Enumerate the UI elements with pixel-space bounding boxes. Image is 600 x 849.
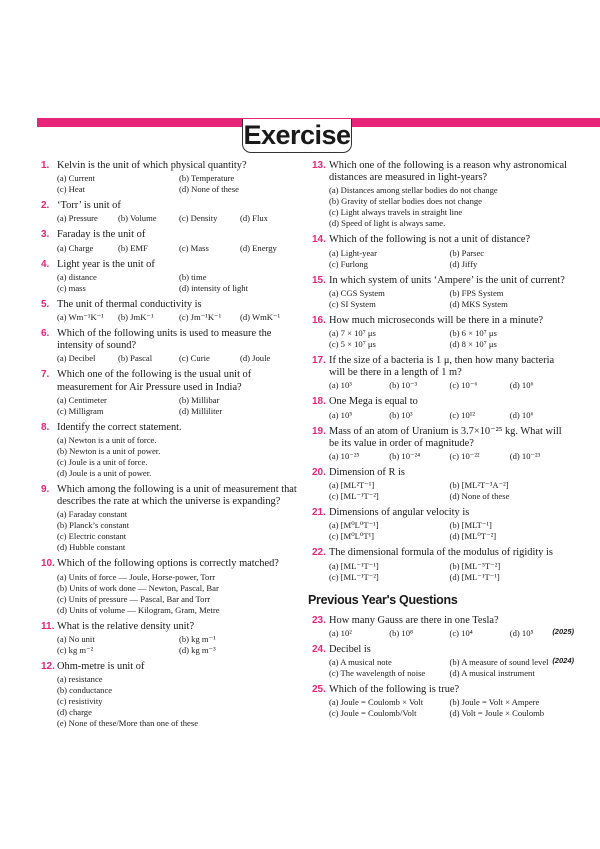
answer-option: (a) Faraday constant xyxy=(57,509,128,520)
answer-option: (a) Decibel xyxy=(57,353,96,364)
question-number: 5. xyxy=(41,298,50,310)
question-item xyxy=(41,484,301,553)
right-column xyxy=(308,160,574,724)
answer-option: (c) Density xyxy=(179,213,218,224)
question-item xyxy=(312,234,570,269)
answer-option: (c) Electric constant xyxy=(57,531,127,542)
answer-option: (b) Units of work done — Newton, Pascal, Bar xyxy=(57,582,219,593)
question-text: Light year is the unit of xyxy=(57,258,155,270)
exam-year-badge: (2025) xyxy=(552,626,574,636)
page-title: Exercise xyxy=(242,119,352,153)
question-text: How much microseconds will be there in a minute? xyxy=(329,314,544,326)
answer-option: (c) [ML⁻¹T⁻²] xyxy=(329,571,379,582)
question-text: Ohm-metre is unit of xyxy=(57,660,145,672)
answer-option: (a) Light-year xyxy=(329,247,377,258)
answer-option: (b) 6 × 10⁷ μs xyxy=(449,328,497,339)
answer-option: (c) Mass xyxy=(179,242,209,253)
question-item xyxy=(41,160,301,195)
question-item xyxy=(312,315,570,350)
options-list xyxy=(57,435,301,479)
question-text: The unit of thermal conductivity is xyxy=(57,298,202,310)
question-text: Which of the following is not a unit of distance? xyxy=(329,234,531,246)
options-list xyxy=(57,272,301,294)
question-item xyxy=(312,275,570,310)
question-item xyxy=(41,328,301,364)
answer-option: (a) Pressure xyxy=(57,213,98,224)
question-text: Which of the following units is used to measure the intensity of sound? xyxy=(57,328,272,352)
answer-option: (c) 10¹² xyxy=(449,409,475,420)
question-text: Which one of the following is the usual unit of measurement for Air Pressure used in India? xyxy=(57,369,252,393)
answer-option: (d) None of these xyxy=(449,491,510,502)
answer-option: (d) Joule is a unit of power. xyxy=(57,468,152,479)
answer-option: (b) [MLT⁻¹] xyxy=(449,520,492,531)
answer-option: (d) 10⁶ xyxy=(509,409,534,420)
question-item xyxy=(312,160,570,229)
question-number: 20. xyxy=(312,467,326,479)
question-number: 13. xyxy=(312,160,326,171)
exam-year-badge: (2024) xyxy=(552,655,574,665)
answer-option: (a) Distances among stellar bodies do not change xyxy=(329,185,498,196)
question-number: 9. xyxy=(41,484,50,496)
options-list xyxy=(57,312,301,323)
answer-option: (a) [ML²T⁻¹] xyxy=(329,480,375,491)
answer-option: (c) The wavelength of noise xyxy=(329,668,426,679)
question-number: 6. xyxy=(41,328,50,340)
question-number: 3. xyxy=(41,229,50,241)
answer-option: (b) Gravity of stellar bodies does not change xyxy=(329,196,482,207)
question-text: Kelvin is the unit of which physical quantity? xyxy=(57,160,247,171)
answer-option: (c) SI System xyxy=(329,298,376,309)
answer-option: (b) Millibar xyxy=(179,394,220,405)
question-text: Which among the following is a unit of measurement that describes the rate at which the universe is expanding? xyxy=(57,484,297,508)
question-text: How many Gauss are there in one Tesla? xyxy=(329,614,499,626)
options-list xyxy=(57,213,301,224)
answer-option: (a) No unit xyxy=(57,633,95,644)
answer-option: (c) 5 × 10⁷ μs xyxy=(329,339,376,350)
answer-option: (a) 10⁻²⁵ xyxy=(329,451,360,462)
answer-option: (b) 10⁸ xyxy=(389,627,414,638)
question-text: Which one of the following is a reason why astronomical distances are measured in light-years? xyxy=(329,160,568,184)
answer-option: (d) [ML⁰T⁻²] xyxy=(449,531,497,542)
answer-option: (c) 10⁻⁶ xyxy=(449,380,478,391)
answer-option: (b) EMF xyxy=(118,242,148,253)
question-item xyxy=(41,621,301,656)
options-list xyxy=(329,328,570,350)
question-item xyxy=(41,299,301,323)
question-item xyxy=(312,396,570,420)
left-column xyxy=(41,160,301,734)
question-text: What is the relative density unit? xyxy=(57,620,195,632)
options-list xyxy=(329,520,570,542)
answer-option: (b) [ML²T⁻³A⁻²] xyxy=(449,480,509,491)
answer-option: (c) Milligram xyxy=(57,405,104,416)
answer-option: (b) kg m⁻¹ xyxy=(179,633,216,644)
answer-option: (c) 10⁻²² xyxy=(449,451,480,462)
answer-option: (d) Hubble constant xyxy=(57,542,126,553)
options-list xyxy=(329,380,570,391)
answer-option: (d) [ML⁻¹T⁻¹] xyxy=(449,571,500,582)
options-list xyxy=(329,628,570,639)
options-list xyxy=(57,173,301,195)
answer-option: (b) 10³ xyxy=(389,409,413,420)
answer-option: (b) [ML⁻⁵T⁻²] xyxy=(449,560,501,571)
answer-option: (c) Heat xyxy=(57,184,85,195)
answer-option: (d) Energy xyxy=(240,242,277,253)
answer-option: (a) Joule = Coulomb × Volt xyxy=(329,697,424,708)
question-item xyxy=(41,259,301,294)
question-item xyxy=(312,684,570,719)
question-text: ‘Torr’ is unit of xyxy=(57,200,121,212)
options-list xyxy=(57,634,301,656)
answer-option: (d) kg m⁻³ xyxy=(179,644,216,655)
question-number: 22. xyxy=(312,547,326,559)
answer-option: (a) 10² xyxy=(329,627,352,638)
question-text: In which system of units ‘Ampere’ is the unit of current? xyxy=(329,274,565,286)
answer-option: (b) Volume xyxy=(118,213,157,224)
answer-option: (c) kg m⁻² xyxy=(57,644,94,655)
question-item xyxy=(41,229,301,253)
answer-option: (a) 7 × 10⁷ μs xyxy=(329,328,376,339)
answer-option: (b) JmK⁻¹ xyxy=(118,312,154,323)
answer-option: (a) 10⁵ xyxy=(329,409,353,420)
question-number: 14. xyxy=(312,234,326,246)
question-number: 11. xyxy=(41,620,55,632)
answer-option: (a) Centimeter xyxy=(57,394,107,405)
answer-option: (a) Newton is a unit of force. xyxy=(57,435,157,446)
answer-option: (b) 10⁻³ xyxy=(389,380,418,391)
answer-option: (d) A musical instrument xyxy=(449,668,535,679)
options-list xyxy=(57,572,301,616)
options-list xyxy=(329,657,570,679)
answer-option: (c) Curie xyxy=(179,353,210,364)
answer-option: (d) WmK⁻¹ xyxy=(240,312,281,323)
answer-option: (a) Current xyxy=(57,173,95,184)
question-text: Decibel is xyxy=(329,643,371,655)
question-item xyxy=(312,426,570,462)
answer-option: (c) Light always travels in straight line xyxy=(329,207,463,218)
options-list xyxy=(329,248,570,270)
answer-option: (b) A measure of sound level xyxy=(449,657,549,668)
question-item xyxy=(312,547,570,582)
question-number: 21. xyxy=(312,507,326,519)
question-number: 19. xyxy=(312,425,326,437)
options-list xyxy=(329,410,570,421)
answer-option: (b) Temperature xyxy=(179,173,235,184)
answer-option: (a) Charge xyxy=(57,242,94,253)
answer-option: (b) Newton is a unit of power. xyxy=(57,446,161,457)
question-item xyxy=(41,661,301,729)
question-number: 12. xyxy=(41,660,55,672)
question-number: 23. xyxy=(312,614,326,626)
answer-option: (d) charge xyxy=(57,707,92,718)
answer-option: (b) Joule = Volt × Ampere xyxy=(449,697,540,708)
answer-option: (c) Joule = Coulomb/Volt xyxy=(329,708,417,719)
question-number: 8. xyxy=(41,421,50,433)
answer-option: (d) Volt = Joule × Coulomb xyxy=(449,708,545,719)
question-item xyxy=(312,355,570,391)
question-number: 2. xyxy=(41,200,50,212)
answer-option: (a) distance xyxy=(57,271,97,282)
answer-option: (c) Joule is a unit of force. xyxy=(57,457,148,468)
question-number: 10. xyxy=(41,558,55,570)
answer-option: (a) 10³ xyxy=(329,380,352,391)
question-text: One Mega is equal to xyxy=(329,396,418,408)
answer-option: (a) CGS System xyxy=(329,287,385,298)
question-item xyxy=(312,467,570,502)
answer-option: (d) MKS System xyxy=(449,298,508,309)
question-number: 25. xyxy=(312,684,326,696)
question-item xyxy=(41,369,301,416)
answer-option: (b) FPS System xyxy=(449,287,504,298)
answer-option: (b) Planck’s constant xyxy=(57,520,130,531)
answer-option: (d) 10⁶ xyxy=(509,380,534,391)
options-list xyxy=(329,697,570,719)
answer-option: (c) [M⁰L⁰T¹] xyxy=(329,531,375,542)
options-list xyxy=(329,480,570,502)
answer-option: (a) Wm⁻¹K⁻¹ xyxy=(57,312,104,323)
question-text: Which of the following options is correctly matched? xyxy=(57,558,279,570)
question-item xyxy=(312,507,570,542)
answer-option: (b) 10⁻²⁴ xyxy=(389,451,421,462)
options-list xyxy=(329,561,570,583)
question-number: 4. xyxy=(41,258,50,270)
answer-option: (c) 10⁴ xyxy=(449,627,473,638)
answer-option: (b) Pascal xyxy=(118,353,153,364)
answer-option: (d) Flux xyxy=(240,213,268,224)
options-list xyxy=(329,185,570,229)
answer-option: (e) None of these/More than one of these xyxy=(57,718,199,729)
answer-option: (c) [ML⁻¹T⁻²] xyxy=(329,491,379,502)
options-list xyxy=(329,288,570,310)
answer-option: (d) Jiffy xyxy=(449,258,478,269)
answer-option: (a) [ML⁻¹T⁻¹] xyxy=(329,560,379,571)
options-list xyxy=(329,451,570,462)
answer-option: (c) mass xyxy=(57,282,86,293)
options-list xyxy=(57,674,301,729)
question-text: Identify the correct statement. xyxy=(57,421,182,433)
question-text: Mass of an atom of Uranium is 3.7×10⁻²⁵ kg. What will be its value in order of magnitude? xyxy=(329,425,562,449)
answer-option: (a) resistance xyxy=(57,674,103,685)
question-item xyxy=(41,422,301,479)
section-heading: Previous Year's Questions xyxy=(308,592,458,607)
answer-option: (c) Units of pressure — Pascal, Bar and Torr xyxy=(57,593,211,604)
question-text: Faraday is the unit of xyxy=(57,229,146,241)
answer-option: (a) [M⁰L⁰T⁻¹] xyxy=(329,520,379,531)
question-number: 15. xyxy=(312,274,326,286)
question-text: Dimension of R is xyxy=(329,467,405,479)
question-number: 24. xyxy=(312,643,326,655)
options-list xyxy=(57,509,301,553)
question-text: Dimensions of angular velocity is xyxy=(329,507,470,519)
question-item xyxy=(312,643,574,679)
question-number: 7. xyxy=(41,369,50,381)
answer-option: (a) A musical note xyxy=(329,657,392,668)
question-number: 17. xyxy=(312,355,326,367)
answer-option: (d) None of these xyxy=(179,184,239,195)
answer-option: (d) 10⁵ xyxy=(509,627,534,638)
answer-option: (d) Speed of light is always same. xyxy=(329,218,446,229)
question-text: The dimensional formula of the modulus of rigidity is xyxy=(329,547,553,559)
question-item xyxy=(41,558,301,615)
answer-option: (d) Units of volume — Kilogram, Gram, Metre xyxy=(57,604,220,615)
options-list xyxy=(57,353,301,364)
answer-option: (d) 8 × 10⁷ μs xyxy=(449,339,497,350)
question-number: 1. xyxy=(41,160,50,171)
answer-option: (d) 10⁻²³ xyxy=(509,451,541,462)
options-list xyxy=(57,395,301,417)
answer-option: (b) time xyxy=(179,271,207,282)
answer-option: (c) resistivity xyxy=(57,696,103,707)
answer-option: (a) Units of force — Joule, Horse-power, Torr xyxy=(57,571,216,582)
answer-option: (c) Jm⁻¹K⁻¹ xyxy=(179,312,222,323)
answer-option: (b) conductance xyxy=(57,685,113,696)
question-number: 16. xyxy=(312,314,326,326)
answer-option: (b) Parsec xyxy=(449,247,485,258)
options-list xyxy=(57,243,301,254)
question-text: If the size of a bacteria is 1 μ, then how many bacteria will be there in a length of 1 m? xyxy=(329,355,555,379)
answer-option: (d) intensity of light xyxy=(179,282,248,293)
answer-option: (d) Milliliter xyxy=(179,405,223,416)
question-item xyxy=(41,200,301,224)
answer-option: (d) Joule xyxy=(240,353,271,364)
answer-option: (c) Furlong xyxy=(329,258,368,269)
question-item xyxy=(312,614,574,639)
question-number: 18. xyxy=(312,396,326,408)
question-text: Which of the following is true? xyxy=(329,684,460,696)
